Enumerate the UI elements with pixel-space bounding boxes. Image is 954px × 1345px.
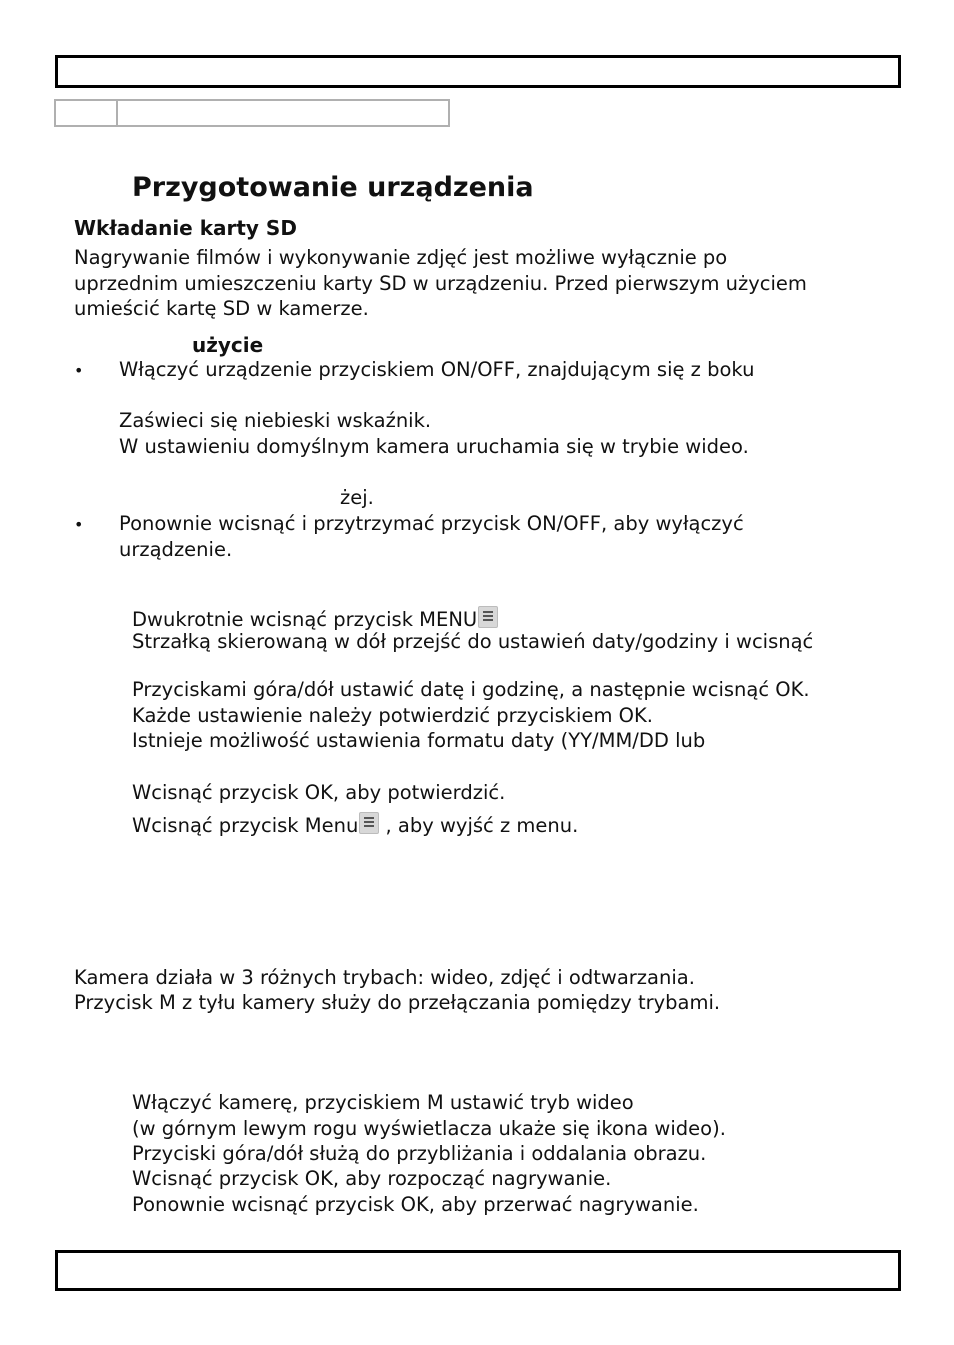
bullet-marker: • <box>74 515 84 534</box>
date-step-text: Wcisnąć przycisk Menu <box>132 814 359 837</box>
date-step-line: Wcisnąć przycisk OK, aby potwierdzić. <box>132 781 506 804</box>
date-step-line <box>132 812 578 838</box>
modes-text-line: Kamera działa w 3 różnych trybach: wideo, zdjęć i odtwarzania. <box>74 966 695 989</box>
modes-text-line: Przycisk M z tyłu kamery służy do przełączania pomiędzy trybami. <box>74 991 721 1014</box>
sd-card-heading: Wkładanie karty SD <box>74 216 297 240</box>
use-heading: użycie <box>192 333 264 357</box>
power-off-text: Ponownie wcisnąć i przytrzymać przycisk ON/OFF, aby wyłączyć <box>119 512 744 535</box>
menu-list-icon <box>478 606 498 628</box>
bullet-marker: • <box>74 361 84 380</box>
date-step-line: Strzałką skierowaną w dół przejść do ustawień daty/godziny i wcisnąć <box>132 630 814 653</box>
video-step-line: Przyciski góra/dół służą do przybliżania i oddalania obrazu. <box>132 1142 707 1165</box>
default-mode-text: W ustawieniu domyślnym kamera uruchamia się w trybie wideo. <box>119 435 749 458</box>
indicator-text: Zaświeci się niebieski wskaźnik. <box>119 409 432 432</box>
menu-list-icon <box>359 812 379 834</box>
sd-card-text-line: uprzednim umieszczeniu karty SD w urządzeniu. Przed pierwszym użyciem <box>74 272 807 295</box>
date-step-line: Każde ustawienie należy potwierdzić przyciskiem OK. <box>132 704 653 727</box>
sd-card-text-line: umieścić kartę SD w kamerze. <box>74 297 369 320</box>
video-step-line: Ponownie wcisnąć przycisk OK, aby przerwać nagrywanie. <box>132 1193 699 1216</box>
date-step-line <box>132 606 498 632</box>
page-title: Przygotowanie urządzenia <box>132 172 534 203</box>
video-step-line: (w górnym lewym rogu wyświetlacza ukaże się ikona wideo). <box>132 1117 726 1140</box>
page-footer-box <box>55 1250 901 1291</box>
page-header-box <box>55 55 901 88</box>
date-step-text: Dwukrotnie wcisnąć przycisk MENU <box>132 608 478 631</box>
video-step-line: Wcisnąć przycisk OK, aby rozpocząć nagrywanie. <box>132 1167 612 1190</box>
text-fragment: żej. <box>340 486 374 509</box>
header-table-cell <box>56 101 118 125</box>
date-step-line: Przyciskami góra/dół ustawić datę i godzinę, a następnie wcisnąć OK. <box>132 678 810 701</box>
video-step-line: Włączyć kamerę, przyciskiem M ustawić tryb wideo <box>132 1091 634 1114</box>
date-step-text: , aby wyjść z menu. <box>379 814 579 837</box>
date-step-line: Istnieje możliwość ustawienia formatu daty (YY/MM/DD lub <box>132 729 706 752</box>
power-on-text: Włączyć urządzenie przyciskiem ON/OFF, znajdującym się z boku <box>119 358 755 381</box>
sd-card-text-line: Nagrywanie filmów i wykonywanie zdjęć jest możliwe wyłącznie po <box>74 246 728 269</box>
header-table-row <box>54 99 450 127</box>
power-off-text: urządzenie. <box>119 538 233 561</box>
